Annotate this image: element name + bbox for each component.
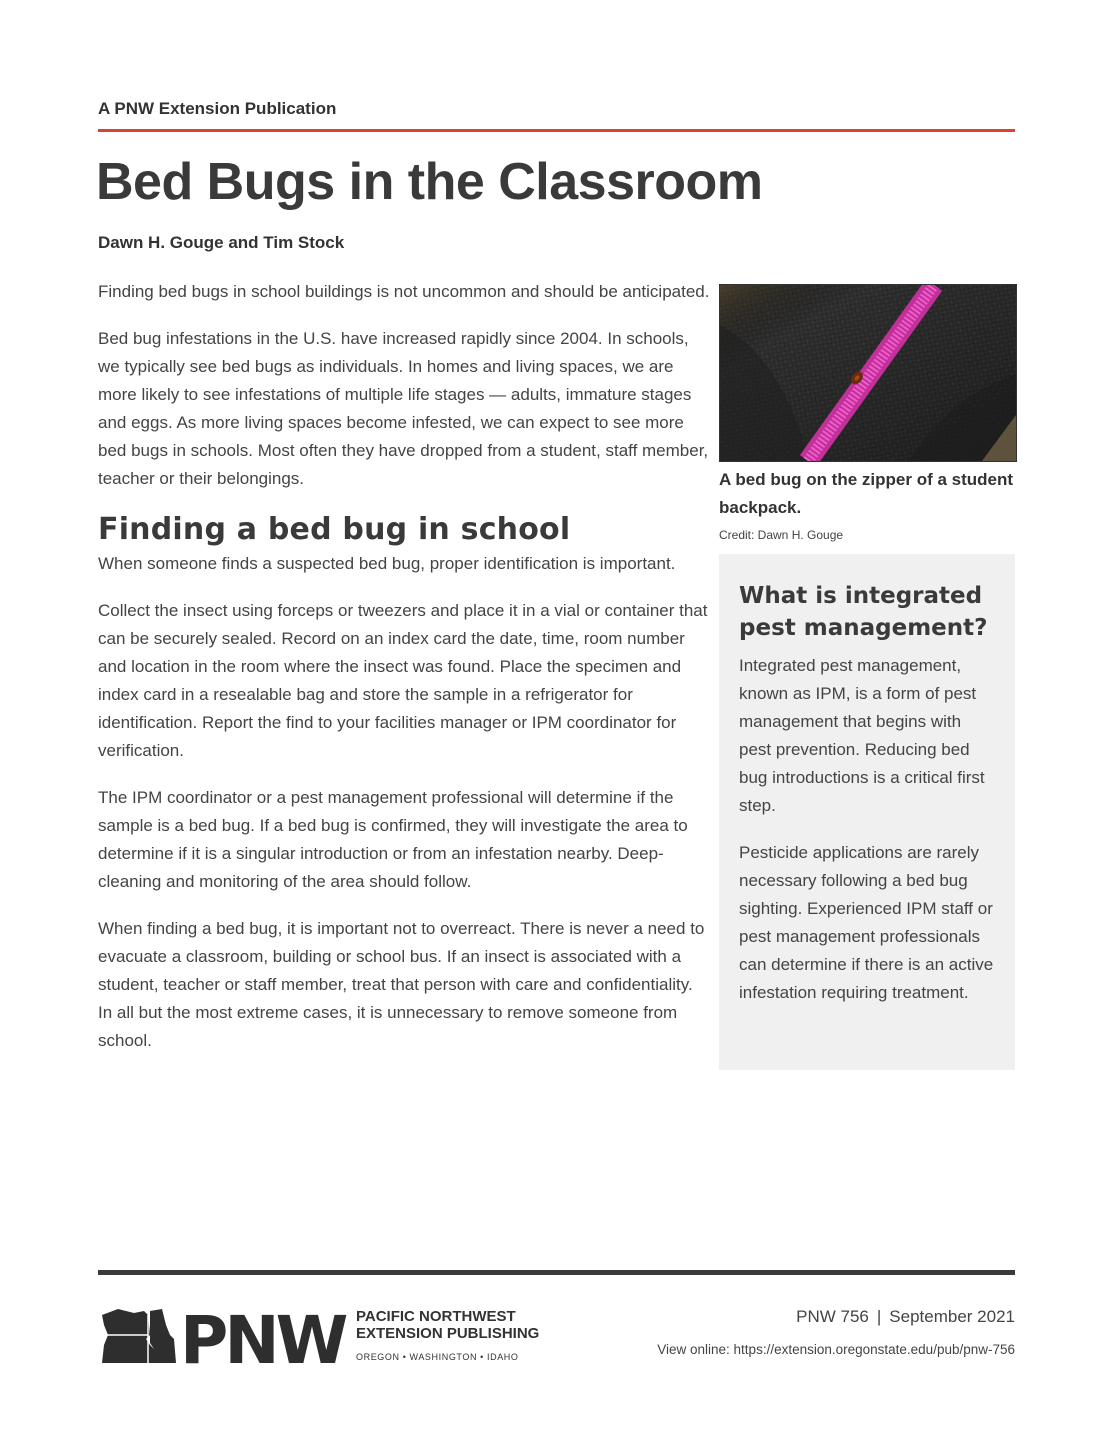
publication-date: September 2021	[889, 1307, 1015, 1326]
logo-states: OREGON • WASHINGTON • IDAHO	[356, 1352, 519, 1362]
intro-paragraph: Bed bug infestations in the U.S. have increased rapidly since 2004. In schools, we typically see bed bugs as individuals. In homes and living spaces, we are more likely to see infestations of multiple life stages — adults, immature stages and eggs. As more living spaces become infested, we can expect to see more bed bugs in schools. Most often they have dropped from a student, staff member, teacher or their belongings.	[98, 329, 709, 488]
sidebar-paragraph: Integrated pest management, known as IPM, is a form of pest management that begins with pest prevention. Reducing bed bug introductions is a critical first step.	[739, 656, 985, 815]
publication-kicker: A PNW Extension Publication	[98, 99, 337, 118]
publication-number: PNW 756	[796, 1307, 869, 1326]
online-link[interactable]: View online: https://extension.oregonstate.edu/pub/pnw-756	[657, 1342, 1015, 1357]
main-column	[98, 278, 710, 1074]
separator: |	[876, 1307, 882, 1326]
logo-wordmark	[356, 1308, 539, 1342]
ipm-sidebar	[719, 554, 1015, 1070]
authors: Dawn H. Gouge and Tim Stock	[98, 233, 345, 252]
backpack-zipper-image	[720, 285, 1016, 461]
logo-line-1: PACIFIC NORTHWEST	[356, 1308, 516, 1325]
intro-paragraph: Finding bed bugs in school buildings is not uncommon and should be anticipated.	[98, 282, 710, 301]
section-paragraph: Collect the insect using forceps or tweezers and place it in a vial or container that can be securely sealed. Record on an index card the date, time, room number and location in the room where the insect was found. Place the specimen and index card in a resealable bag and store the sample in a refrigerator for identification. Report the find to your facilities manager or IPM coordinator for verification.	[98, 601, 708, 760]
sidebar-paragraph: Pesticide applications are rarely necessary following a bed bug sighting. Experienced IPM staff or pest management professionals can determine if there is an active infestation requiring treatment.	[739, 843, 994, 1002]
sidebar-heading: What is integrated pest management?	[739, 583, 988, 641]
publication-info	[796, 1307, 1015, 1327]
pnw-map-logo-icon	[100, 1305, 350, 1367]
figure-credit: Credit: Dawn H. Gouge	[719, 528, 844, 542]
page-title: Bed Bugs in the Classroom	[96, 153, 763, 211]
svg-text:PNW: PNW	[180, 1305, 345, 1367]
section-paragraph: When someone finds a suspected bed bug, proper identification is important.	[98, 554, 676, 573]
section-heading: Finding a bed bug in school	[98, 512, 571, 547]
section-paragraph: The IPM coordinator or a pest management professional will determine if the sample is a bed bug. If a bed bug is confirmed, they will investigate the area to determine if it is a singular introduction or from an infestation nearby. Deep-cleaning and monitoring of the area should follow.	[98, 788, 688, 891]
logo-line-2: EXTENSION PUBLISHING	[356, 1325, 540, 1342]
section-paragraph: When finding a bed bug, it is important not to overreact. There is never a need to evacuate a classroom, building or school bus. If an insect is associated with a student, teacher or staff member, treat that person with care and confidentiality. In all but the most extreme cases, it is unnecessary to remove someone from school.	[98, 919, 705, 1050]
figure-caption: A bed bug on the zipper of a student backpack.	[719, 470, 1014, 517]
footer-rule	[98, 1270, 1015, 1275]
header-rule	[98, 129, 1015, 132]
bed-bug-photo	[719, 284, 1017, 462]
